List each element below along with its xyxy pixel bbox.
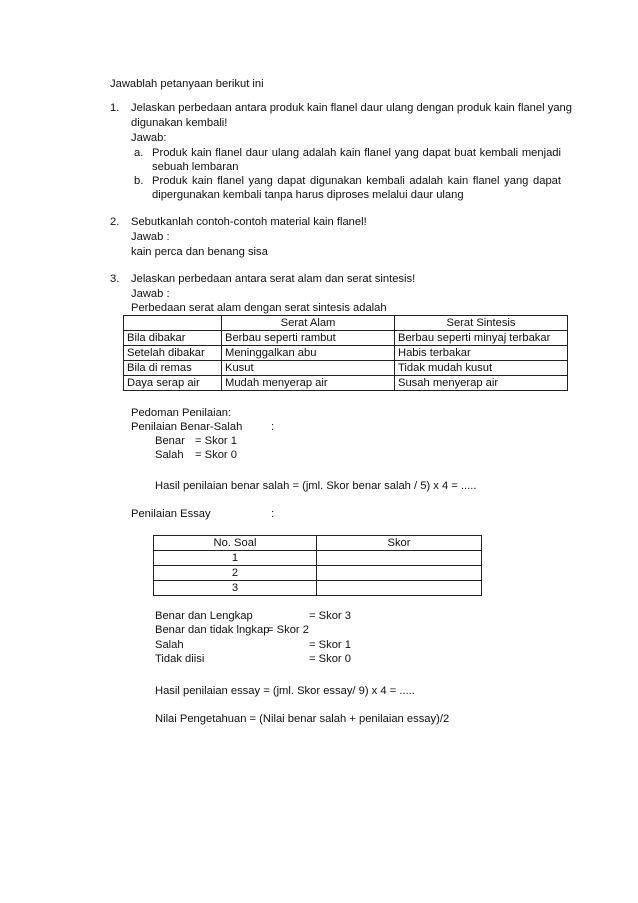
table-cell xyxy=(317,581,482,596)
skor-label: Tidak diisi xyxy=(155,653,205,665)
skor-value: = Skor 0 xyxy=(309,653,351,665)
table-header-cell: Skor xyxy=(317,536,482,551)
q3-jawab: Jawab : xyxy=(131,288,170,300)
table-cell: 2 xyxy=(154,566,317,581)
table-cell xyxy=(317,566,482,581)
q1-jawab: Jawab: xyxy=(131,132,167,144)
skor-label: Benar dan tidak lngkap xyxy=(155,624,270,636)
table-cell: Bila dibakar xyxy=(124,331,222,346)
table-row xyxy=(124,331,568,346)
fiber-comparison-table xyxy=(123,315,568,391)
q1-b-line2: dipergunakan kembali tanpa harus diproses melalui daur ulang xyxy=(152,189,464,201)
table-header-cell: No. Soal xyxy=(154,536,317,551)
skor-value: = Skor 1 xyxy=(309,639,351,651)
q1-a-line1: Produk kain flanel daur ulang adalah kain flanel yang dapat buat kembali menjadi xyxy=(152,147,561,159)
q1-a-label: a. xyxy=(134,147,144,159)
q3-intro: Perbedaan serat alam dengan serat sintesis adalah xyxy=(131,302,387,314)
essay-label: Penilaian Essay xyxy=(131,508,211,520)
table-header-cell: Serat Sintesis xyxy=(395,316,568,331)
table-cell: Bila di remas xyxy=(124,361,222,376)
table-row xyxy=(154,566,482,581)
table-cell: Susah menyerap air xyxy=(395,376,568,391)
benar-label: Benar xyxy=(155,435,185,447)
q2-answer: kain perca dan benang sisa xyxy=(131,246,268,258)
q1-b-line1: Produk kain flanel yang dapat digunakan kembali adalah kain flanel yang dapat xyxy=(152,175,561,187)
skor-value: = Skor 3 xyxy=(309,610,351,622)
benar-salah-colon: : xyxy=(271,421,275,433)
table-cell: 1 xyxy=(154,551,317,566)
salah-label: Salah xyxy=(155,449,184,461)
table-row xyxy=(124,361,568,376)
hasil-essay: Hasil penilaian essay = (jml. Skor essay/ 9) x 4 = ..... xyxy=(155,685,415,697)
essay-score-table xyxy=(153,535,482,596)
q1-text-line1: Jelaskan perbedaan antara produk kain flanel daur ulang dengan produk kain flanel yang xyxy=(131,102,572,114)
benar-salah-label: Penilaian Benar-Salah xyxy=(131,421,243,433)
benar-value: = Skor 1 xyxy=(195,435,237,447)
q1-text-line2: digunakan kembali! xyxy=(131,117,228,129)
essay-colon: : xyxy=(271,508,275,520)
hasil-benar-salah: Hasil penilaian benar salah = (jml. Skor benar salah / 5) x 4 = ..... xyxy=(155,480,477,492)
nilai-pengetahuan: Nilai Pengetahuan = (Nilai benar salah + penilaian essay)/2 xyxy=(155,713,450,725)
q2-number: 2. xyxy=(110,216,120,228)
table-header-row xyxy=(154,536,482,551)
intro-text: Jawablah petanyaan berikut ini xyxy=(110,78,264,90)
q1-number: 1. xyxy=(110,102,120,114)
table-cell: Berbau seperti minyaj terbakar xyxy=(395,331,568,346)
table-row xyxy=(124,376,568,391)
q1-b-label: b. xyxy=(134,175,144,187)
table-cell: Meninggalkan abu xyxy=(222,346,395,361)
skor-value: = Skor 2 xyxy=(267,624,309,636)
table-header-cell xyxy=(124,316,222,331)
table-row xyxy=(154,551,482,566)
skor-label: Salah xyxy=(155,639,184,651)
table-cell: Mudah menyerap air xyxy=(222,376,395,391)
table-cell: Kusut xyxy=(222,361,395,376)
pedoman-title: Pedoman Penilaian: xyxy=(131,407,232,419)
table-cell: Habis terbakar xyxy=(395,346,568,361)
table-cell: Setelah dibakar xyxy=(124,346,222,361)
table-cell xyxy=(317,551,482,566)
table-row xyxy=(124,346,568,361)
table-header-cell: Serat Alam xyxy=(222,316,395,331)
q2-jawab: Jawab : xyxy=(131,231,170,243)
table-header-row xyxy=(124,316,568,331)
table-cell: 3 xyxy=(154,581,317,596)
table-row xyxy=(154,581,482,596)
q1-a-line2: sebuah lembaran xyxy=(152,161,239,173)
skor-label: Benar dan Lengkap xyxy=(155,610,253,622)
q3-number: 3. xyxy=(110,273,120,285)
q3-text: Jelaskan perbedaan antara serat alam dan serat sintesis! xyxy=(131,273,416,285)
table-cell: Daya serap air xyxy=(124,376,222,391)
table-cell: Tidak mudah kusut xyxy=(395,361,568,376)
salah-value: = Skor 0 xyxy=(195,449,237,461)
table-cell: Berbau seperti rambut xyxy=(222,331,395,346)
q2-text: Sebutkanlah contoh-contoh material kain flanel! xyxy=(131,216,367,228)
